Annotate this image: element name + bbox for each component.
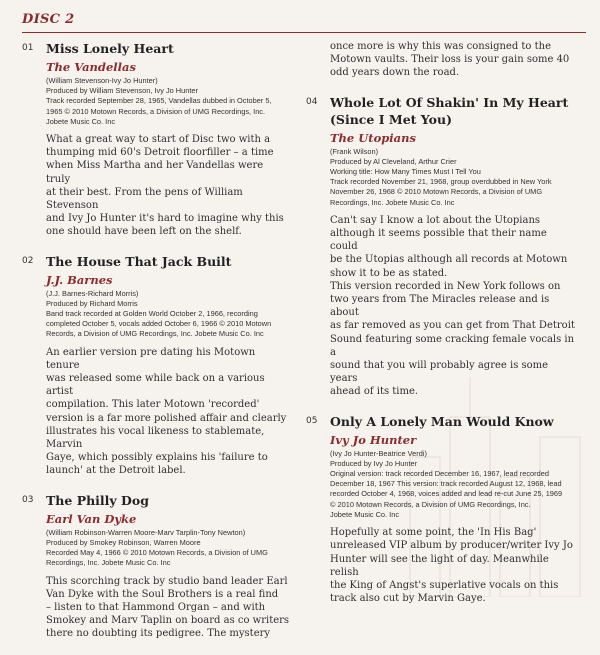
track-description: An earlier version pre dating his Motown tenure was released some while back on a various artist compilation. This later Motown 'recorded' version is a far more polished affair and clearly illustrates his vocal likeness to stablemate, Marvin Gaye, which possibly explains his 'failure to launch' at the Detroit label. (46, 346, 287, 477)
track-artist: The Utopians (330, 130, 416, 145)
track-credits: (J.J. Barnes-Richard Morris) Produced by Richard Morris Band track recorded at Golden World October 2, 1966, recording completed October 5, vocals added October 6, 1966 © 2010 Motown Records, a Division of UMG Recordings, Inc. Jobete Music Co. Inc (46, 288, 272, 339)
track-artist: J.J. Barnes (46, 272, 113, 287)
track-title: The Philly Dog (46, 492, 149, 508)
track-description-continued: once more is why this was consigned to the Motown vaults. Their loss is your gain some 40 odd years down the road. (330, 41, 570, 79)
track-title: Miss Lonely Heart (46, 41, 174, 56)
track-credits: (Ivy Jo Hunter-Beatrice Verdi) Produced by Ivy Jo Hunter Original version: track recorded December 16, 1967, lead recorded December 18, 1967 This version: track recorded August 12, 1968, lead recorded October 4, 1968, voices added and lead re-cut June 25, 1969 © 2010 Motown Records, a Division of UMG Recordings, Inc. Jobete Music Co. Inc (330, 448, 563, 519)
right-column (306, 40, 576, 619)
track-entry-01 (22, 40, 290, 239)
track-description: Hopefully at some point, the 'In His Bag' unreleased VIP album by producer/writer Ivy Jo Hunter will see the light of day. Meanwhile relish the King of Angst's superlative vocals on this track also cut by Marvin Gaye. (330, 527, 573, 605)
track-credits: (Frank Wilson) Produced by Al Cleveland, Arthur Crier Working title: How Many Times Must I Tell You Track recorded November 21, 1968, group overdubbed in New York November 26, 1968 © 2010 Motown Records, a Division of UMG Recordings, Inc. Jobete Music Co. Inc (330, 146, 552, 207)
track-number: 01 (22, 43, 34, 53)
disc-heading: DISC 2 (22, 12, 75, 27)
track-artist: Earl Van Dyke (46, 511, 137, 526)
left-column (22, 40, 290, 655)
track-title: Whole Lot Of Shakin' In My Heart (Since I Met You) (330, 94, 569, 127)
track-number: 03 (22, 494, 34, 505)
track-credits: (William Stevenson-Ivy Jo Hunter) Produced by William Stevenson, Ivy Jo Hunter Track recorded September 28, 1965, Vandellas dubbed in October 5, 1965 © 2010 Motown Records, a Division of UMG Recordings, Inc. Jobete Music Co. Inc (46, 76, 272, 126)
track-description: Can't say I know a lot about the Utopians although it seems possible that their name could be the Utopias although all records at Motown show it to be as stated. This version recorded in New York follows on two years from The Miracles release and is about as far removed as you can get from That Detroit Sound featuring some cracking female vocals in a sound that you will probably agree is some years ahead of its time. (330, 214, 575, 398)
track-entry-04 (306, 94, 576, 399)
track-description: This scorching track by studio band leader Earl Van Dyke with the Soul Brothers is a real find – listen to that Hammond Organ – and with Smokey and Marv Taplin on board as co writers there no doubting its pedigree. The mystery (46, 575, 290, 640)
track-entry-02 (22, 253, 290, 478)
track-number: 04 (306, 96, 318, 107)
track-artist: Ivy Jo Hunter (330, 432, 417, 447)
track-credits: (William Robinson-Warren Moore-Marv Tarplin-Tony Newton) Produced by Smokey Robinson, Warren Moore Recorded May 4, 1966 © 2010 Motown Records, a Division of UMG Recordings, Inc. Jobete Music Co. Inc (46, 527, 268, 568)
track-number: 02 (22, 255, 34, 266)
track-number: 05 (306, 415, 318, 426)
track-title: The House That Jack Built (46, 253, 232, 269)
track-artist: The Vandellas (46, 60, 136, 74)
track-description: What a great way to start of Disc two with a thumping mid 60's Detroit floorfiller – a time when Miss Martha and her Vandellas were truly at their best. From the pens of William Stevenson and Ivy Jo Hunter it's hard to imagine why this one should have been left on the shelf. (46, 134, 284, 238)
track-entry-05 (306, 413, 576, 606)
track-title: Only A Lonely Man Would Know (330, 413, 554, 429)
header-divider (22, 32, 586, 33)
track-entry-03 (22, 492, 290, 641)
